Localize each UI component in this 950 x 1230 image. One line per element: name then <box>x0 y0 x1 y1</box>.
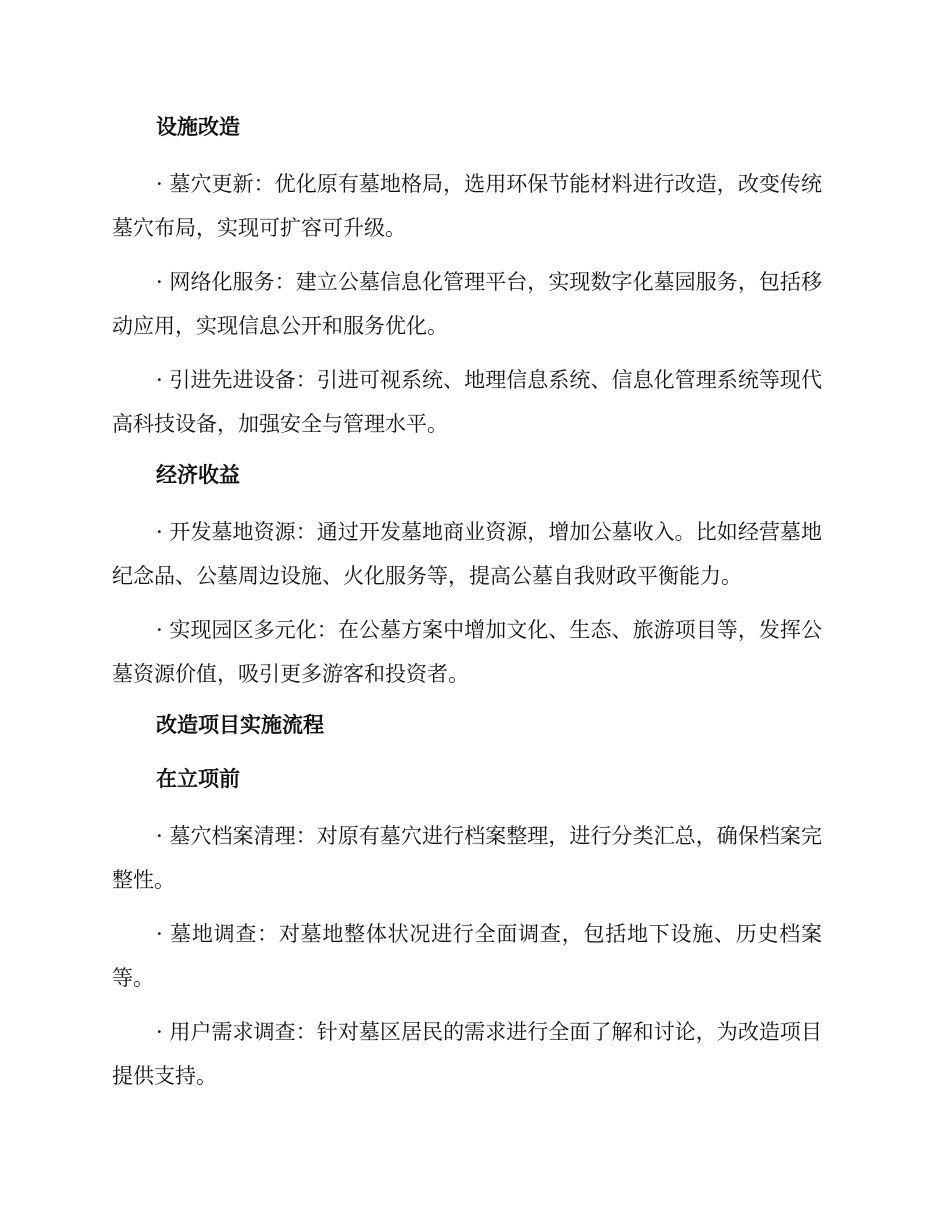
paragraph-user-needs-survey: · 用户需求调查：针对墓区居民的需求进行全面了解和讨论，为改造项目提供支持。 <box>112 1020 822 1088</box>
paragraph-advanced-equipment: · 引进先进设备：引进可视系统、地理信息系统、信息化管理系统等现代高科技设备，加强安全与管理水平。 <box>112 368 822 436</box>
section-heading-implementation-process: 改造项目实施流程 <box>156 712 324 737</box>
paragraph-tomb-update: · 墓穴更新：优化原有墓地格局，选用环保节能材料进行改造，改变传统墓穴布局，实现可扩容可升级。 <box>112 172 822 240</box>
section-heading-facility-renovation: 设施改造 <box>156 114 240 139</box>
paragraph-site-survey: · 墓地调查：对墓地整体状况进行全面调查，包括地下设施、历史档案等。 <box>112 922 822 990</box>
paragraph-diversification: · 实现园区多元化：在公墓方案中增加文化、生态、旅游项目等，发挥公墓资源价值，吸引更多游客和投资者。 <box>112 618 822 686</box>
paragraph-archive-cleanup: · 墓穴档案清理：对原有墓穴进行档案整理，进行分类汇总，确保档案完整性。 <box>112 824 822 892</box>
paragraph-develop-resources: · 开发墓地资源：通过开发墓地商业资源，增加公墓收入。比如经营墓地纪念品、公墓周边设施、火化服务等，提高公墓自我财政平衡能力。 <box>112 520 822 588</box>
document-body <box>112 108 822 1108</box>
subsection-heading-before-approval: 在立项前 <box>156 766 240 791</box>
section-heading-economic-benefit: 经济收益 <box>156 462 240 487</box>
paragraph-network-service: · 网络化服务：建立公墓信息化管理平台，实现数字化墓园服务，包括移动应用，实现信息公开和服务优化。 <box>112 270 822 338</box>
